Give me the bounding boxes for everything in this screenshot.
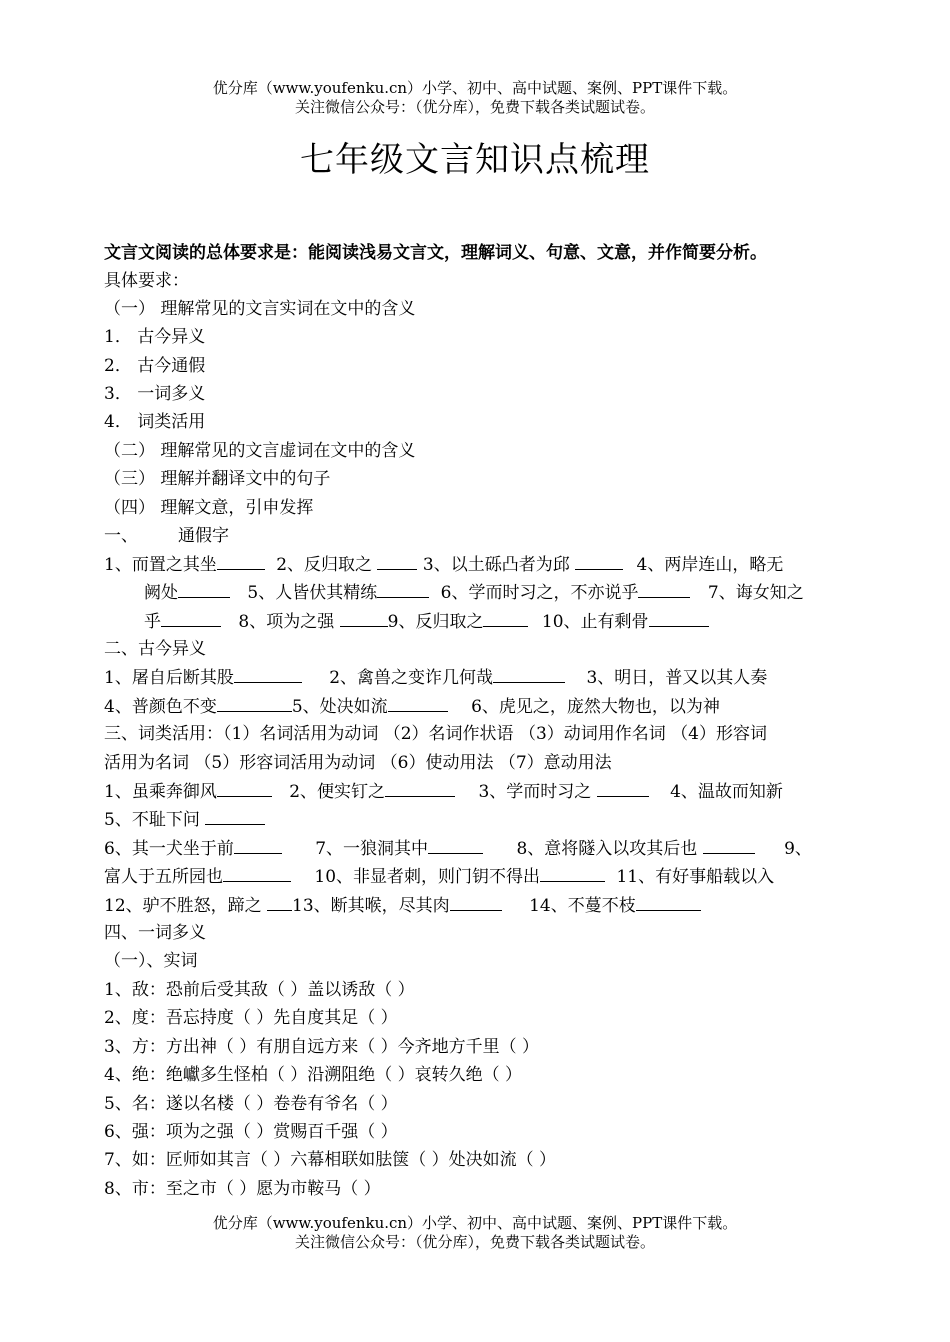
- intro-item: 2． 古今通假: [104, 356, 206, 376]
- header-line-1: 优分库（www.youfenku.cn）小学、初中、高中试题、案例、PPT课件下载。: [212, 79, 738, 97]
- section3-row-1: 1、虽乘奔御风 2、便实钉之 3、学而时习之 4、温故而知新: [104, 782, 783, 802]
- page-title: 七年级文言知识点梳理: [300, 140, 650, 180]
- answer-blank[interactable]: [217, 695, 292, 712]
- footer-line-2: 关注微信公众号：（优分库），免费下载各类试题试卷。: [294, 1233, 655, 1251]
- specific-label: 具体要求：: [104, 271, 189, 291]
- polysemy-row: 3、方：方出神（ ）有朋自远方来（ ）今齐地方千里（ ）: [104, 1037, 540, 1057]
- answer-blank[interactable]: [703, 837, 755, 854]
- polysemy-row: 5、名：遂以名楼（ ）卷卷有爷名（ ）: [104, 1094, 398, 1114]
- intro-item: （四） 理解文意，引申发挥: [104, 498, 314, 518]
- section3-row-4: 富人于五所园也 10、非显者刺，则门钥不得出 11、有好事船载以入: [104, 867, 775, 887]
- answer-blank[interactable]: [223, 865, 291, 882]
- answer-blank[interactable]: [205, 808, 265, 825]
- section2-row-2: 4、普颜色不变 5、处决如流 6、虎见之，庞然大物也，以为神: [104, 697, 720, 717]
- answer-blank[interactable]: [428, 837, 483, 854]
- section3-row-2: 5、不耻下问: [104, 808, 265, 831]
- answer-blank[interactable]: [178, 581, 230, 598]
- answer-blank[interactable]: [493, 666, 565, 683]
- answer-blank[interactable]: [217, 780, 272, 797]
- section3-heading-a: 三、词类活用：（1）名词活用为动词 （2）名词作状语 （3）动词用作名词 （4）形容词: [104, 724, 767, 744]
- intro-item: （三） 理解并翻译文中的句子: [104, 469, 331, 489]
- answer-blank[interactable]: [234, 837, 282, 854]
- answer-blank[interactable]: [161, 610, 221, 627]
- answer-blank[interactable]: [388, 695, 448, 712]
- polysemy-row: 2、度：吾忘持度（ ）先自度其足（ ）: [104, 1008, 398, 1028]
- intro-item: 4． 词类活用: [104, 412, 206, 432]
- section3-heading-b: 活用为名词 （5）形容词活用为动词 （6）使动用法 （7）意动用法: [104, 753, 612, 773]
- answer-blank[interactable]: [377, 581, 429, 598]
- answer-blank[interactable]: [597, 780, 649, 797]
- footer-line-1: 优分库（www.youfenku.cn）小学、初中、高中试题、案例、PPT课件下载。: [212, 1214, 738, 1232]
- intro-item: 1． 古今异义: [104, 327, 206, 347]
- answer-blank[interactable]: [636, 894, 701, 911]
- intro-item: （一） 理解常见的文言实词在文中的含义: [104, 299, 416, 319]
- section2-row-1: 1、屠自后断其股 2、禽兽之变诈几何哉 3、明日，普又以其人奏: [104, 668, 768, 688]
- answer-blank[interactable]: [385, 780, 455, 797]
- answer-blank[interactable]: [540, 865, 605, 882]
- requirement-text: 文言文阅读的总体要求是：能阅读浅易文言文，理解词义、句意、文意，并作简要分析。: [104, 243, 767, 263]
- section1-heading: 一、 通假字: [104, 526, 229, 546]
- section2-heading: 二、古今异义: [104, 639, 206, 659]
- answer-blank[interactable]: [483, 610, 528, 627]
- answer-blank[interactable]: [638, 581, 690, 598]
- section4-heading: 四、一词多义: [104, 923, 206, 943]
- section3-row-5: 12、驴不胜怒，蹄之 13、断其喉，尽其肉 14、不蔓不枝: [104, 894, 701, 917]
- header-line-2: 关注微信公众号：（优分库），免费下载各类试题试卷。: [294, 98, 655, 116]
- polysemy-row: 7、如：匠师如其言（ ）六幕相联如胠箧（ ）处决如流（ ）: [104, 1150, 557, 1170]
- polysemy-row: 4、绝：绝巘多生怪柏（ ）沿溯阻绝（ ）哀转久绝（ ）: [104, 1065, 523, 1085]
- answer-blank[interactable]: [267, 894, 292, 911]
- answer-blank[interactable]: [575, 553, 623, 570]
- answer-blank[interactable]: [649, 610, 709, 627]
- intro-item: （二） 理解常见的文言虚词在文中的含义: [104, 441, 416, 461]
- intro-item: 3． 一词多义: [104, 384, 206, 404]
- answer-blank[interactable]: [450, 894, 502, 911]
- section4-sub: （一）、实词: [104, 951, 198, 971]
- answer-blank[interactable]: [217, 553, 265, 570]
- answer-blank[interactable]: [377, 553, 417, 570]
- polysemy-row: 8、市：至之市（ ）愿为市鞍马（ ）: [104, 1179, 381, 1199]
- section3-row-3: 6、其一犬坐于前 7、一狼洞其中 8、意将隧入以攻其后也 9、: [104, 839, 812, 859]
- answer-blank[interactable]: [234, 666, 302, 683]
- section1-row-3: 乎 8、项为之强 9、反归取之 10、止有剩骨: [144, 610, 709, 633]
- polysemy-row: 1、敌：恐前后受其敌（ ）盖以诱敌（ ）: [104, 980, 415, 1000]
- answer-blank[interactable]: [340, 610, 388, 627]
- polysemy-row: 6、强：项为之强（ ）赏赐百千强（ ）: [104, 1122, 398, 1142]
- section1-row-2: 阙处 5、人皆伏其精练 6、学而时习之，不亦说乎 7、诲女知之: [144, 583, 804, 603]
- section1-row-1: 1、而置之其坐 2、反归取之 3、以土砾凸者为邱 4、两岸连山，略无: [104, 555, 784, 575]
